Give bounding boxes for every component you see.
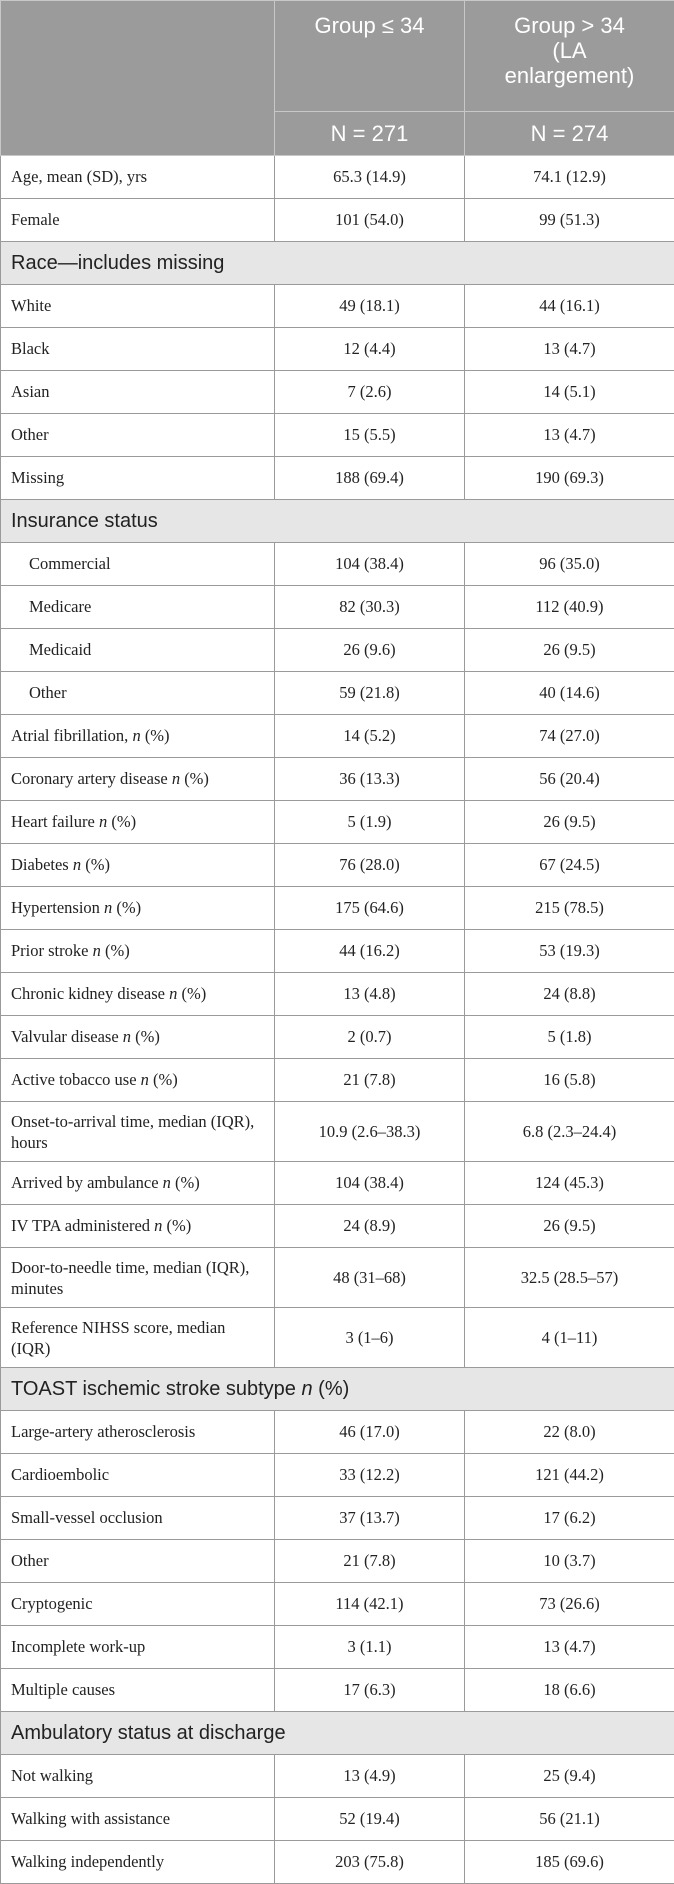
table-row bbox=[1, 414, 674, 457]
section-title bbox=[1, 1368, 674, 1411]
group-le34-value: 188 (69.4) bbox=[275, 457, 465, 500]
group-gt34-value: 190 (69.3) bbox=[465, 457, 674, 500]
group-le34-value: 114 (42.1) bbox=[275, 1583, 465, 1626]
label-text: Medicaid bbox=[29, 640, 91, 659]
section-title bbox=[1, 1712, 674, 1755]
label-n-italic: n bbox=[93, 941, 101, 960]
section-header-row bbox=[1, 242, 674, 285]
table-row bbox=[1, 844, 674, 887]
table-row bbox=[1, 1497, 674, 1540]
group-gt34-value: 96 (35.0) bbox=[465, 543, 674, 586]
table-row bbox=[1, 1248, 674, 1308]
group-gt34-value: 14 (5.1) bbox=[465, 371, 674, 414]
label-tail: (%) bbox=[149, 1070, 178, 1089]
row-label bbox=[1, 414, 275, 457]
table-row bbox=[1, 1798, 674, 1841]
label-text: Chronic kidney disease bbox=[11, 984, 169, 1003]
row-label bbox=[1, 758, 275, 801]
table-row bbox=[1, 371, 674, 414]
group-le34-value: 26 (9.6) bbox=[275, 629, 465, 672]
table-row bbox=[1, 930, 674, 973]
group-gt34-value: 6.8 (2.3–24.4) bbox=[465, 1102, 674, 1162]
label-tail: (%) bbox=[101, 941, 130, 960]
label-text: Age, mean (SD), yrs bbox=[11, 167, 147, 186]
label-text: Atrial fibrillation, bbox=[11, 726, 132, 745]
table-row bbox=[1, 1102, 674, 1162]
group-le34-value: 3 (1–6) bbox=[275, 1308, 465, 1368]
label-n-italic: n bbox=[123, 1027, 131, 1046]
label-text: Walking with assistance bbox=[11, 1809, 170, 1828]
label-n-italic: n bbox=[73, 855, 81, 874]
group-le34-value: 104 (38.4) bbox=[275, 1162, 465, 1205]
label-tail: (%) bbox=[180, 769, 209, 788]
group-le34-value: 46 (17.0) bbox=[275, 1411, 465, 1454]
section-header-row bbox=[1, 1712, 674, 1755]
table-row bbox=[1, 758, 674, 801]
row-label bbox=[1, 1308, 275, 1368]
row-label bbox=[1, 887, 275, 930]
table-row bbox=[1, 1626, 674, 1669]
label-text: Reference NIHSS score, median (IQR) bbox=[11, 1318, 225, 1358]
group-gt34-value: 17 (6.2) bbox=[465, 1497, 674, 1540]
label-tail: (%) bbox=[177, 984, 206, 1003]
group-le34-value: 24 (8.9) bbox=[275, 1205, 465, 1248]
label-tail: (%) bbox=[112, 898, 141, 917]
row-label bbox=[1, 715, 275, 758]
label-tail: (%) bbox=[162, 1216, 191, 1235]
section-header-row bbox=[1, 1368, 674, 1411]
section-title bbox=[1, 500, 674, 543]
group-gt34-value: 215 (78.5) bbox=[465, 887, 674, 930]
table-row bbox=[1, 629, 674, 672]
label-text: Walking independently bbox=[11, 1852, 164, 1871]
group-gt34-value: 5 (1.8) bbox=[465, 1016, 674, 1059]
label-text: White bbox=[11, 296, 51, 315]
label-n-italic: n bbox=[163, 1173, 171, 1192]
section-title bbox=[1, 242, 674, 285]
label-text: Arrived by ambulance bbox=[11, 1173, 163, 1192]
label-text: Other bbox=[11, 425, 49, 444]
section-header-row bbox=[1, 500, 674, 543]
table-row bbox=[1, 543, 674, 586]
label-text: Coronary artery disease bbox=[11, 769, 172, 788]
label-n-italic: n bbox=[301, 1378, 312, 1400]
table-row bbox=[1, 1016, 674, 1059]
label-n-italic: n bbox=[169, 984, 177, 1003]
group-le34-value: 5 (1.9) bbox=[275, 801, 465, 844]
label-text: Cardioembolic bbox=[11, 1465, 109, 1484]
group-le34-value: 13 (4.8) bbox=[275, 973, 465, 1016]
group-le34-value: 37 (13.7) bbox=[275, 1497, 465, 1540]
row-label bbox=[1, 1411, 275, 1454]
group-le34-value: 14 (5.2) bbox=[275, 715, 465, 758]
row-label bbox=[1, 543, 275, 586]
table-row bbox=[1, 1308, 674, 1368]
group-le34-value: 3 (1.1) bbox=[275, 1626, 465, 1669]
label-text: Asian bbox=[11, 382, 50, 401]
group-le34-n: N = 271 bbox=[275, 112, 465, 156]
row-label bbox=[1, 1583, 275, 1626]
label-text: TOAST ischemic stroke subtype bbox=[11, 1378, 301, 1400]
group-gt34-value: 24 (8.8) bbox=[465, 973, 674, 1016]
row-label bbox=[1, 801, 275, 844]
group-le34-value: 13 (4.9) bbox=[275, 1755, 465, 1798]
group-le34-value: 21 (7.8) bbox=[275, 1540, 465, 1583]
group-le34-value: 65.3 (14.9) bbox=[275, 156, 465, 199]
row-label bbox=[1, 328, 275, 371]
label-n-italic: n bbox=[154, 1216, 162, 1235]
row-label bbox=[1, 156, 275, 199]
group-gt34-value: 185 (69.6) bbox=[465, 1841, 674, 1884]
label-text: Other bbox=[29, 683, 67, 702]
table-row bbox=[1, 156, 674, 199]
table-row bbox=[1, 1669, 674, 1712]
group-gt34-value: 56 (20.4) bbox=[465, 758, 674, 801]
group-gt34-value: 16 (5.8) bbox=[465, 1059, 674, 1102]
row-label bbox=[1, 1248, 275, 1308]
label-text: Ambulatory status at discharge bbox=[11, 1722, 286, 1744]
label-text: Race—includes missing bbox=[11, 252, 224, 274]
label-text: Female bbox=[11, 210, 60, 229]
row-label bbox=[1, 1102, 275, 1162]
label-n-italic: n bbox=[141, 1070, 149, 1089]
group-gt34-line-2: (LA bbox=[552, 38, 586, 63]
group-gt34-value: 40 (14.6) bbox=[465, 672, 674, 715]
row-label bbox=[1, 1205, 275, 1248]
label-tail: (%) bbox=[313, 1378, 350, 1400]
group-gt34-value: 124 (45.3) bbox=[465, 1162, 674, 1205]
table-row bbox=[1, 973, 674, 1016]
group-le34-value: 12 (4.4) bbox=[275, 328, 465, 371]
group-gt34-value: 99 (51.3) bbox=[465, 199, 674, 242]
group-gt34-header bbox=[465, 1, 674, 112]
row-label bbox=[1, 457, 275, 500]
label-text: Hypertension bbox=[11, 898, 104, 917]
row-label bbox=[1, 1626, 275, 1669]
group-gt34-value: 26 (9.5) bbox=[465, 629, 674, 672]
row-label bbox=[1, 1755, 275, 1798]
table-row bbox=[1, 672, 674, 715]
group-gt34-value: 13 (4.7) bbox=[465, 414, 674, 457]
group-gt34-n: N = 274 bbox=[465, 112, 674, 156]
row-label bbox=[1, 1059, 275, 1102]
table-row bbox=[1, 457, 674, 500]
row-label bbox=[1, 1454, 275, 1497]
row-label bbox=[1, 844, 275, 887]
table-row bbox=[1, 1841, 674, 1884]
group-le34-value: 15 (5.5) bbox=[275, 414, 465, 457]
row-label bbox=[1, 285, 275, 328]
label-n-italic: n bbox=[99, 812, 107, 831]
table-row bbox=[1, 1454, 674, 1497]
row-label bbox=[1, 930, 275, 973]
group-gt34-value: 4 (1–11) bbox=[465, 1308, 674, 1368]
label-text: Large-artery atherosclerosis bbox=[11, 1422, 195, 1441]
row-label bbox=[1, 973, 275, 1016]
group-le34-value: 44 (16.2) bbox=[275, 930, 465, 973]
row-label bbox=[1, 371, 275, 414]
group-gt34-value: 44 (16.1) bbox=[465, 285, 674, 328]
group-le34-value: 7 (2.6) bbox=[275, 371, 465, 414]
group-le34-value: 59 (21.8) bbox=[275, 672, 465, 715]
group-gt34-value: 112 (40.9) bbox=[465, 586, 674, 629]
row-label bbox=[1, 586, 275, 629]
label-text: Not walking bbox=[11, 1766, 93, 1785]
label-text: Heart failure bbox=[11, 812, 99, 831]
group-le34-header: Group ≤ 34 bbox=[275, 1, 465, 112]
label-text: Insurance status bbox=[11, 510, 158, 532]
group-le34-value: 82 (30.3) bbox=[275, 586, 465, 629]
label-text: Valvular disease bbox=[11, 1027, 123, 1046]
label-text: Incomplete work-up bbox=[11, 1637, 145, 1656]
row-label bbox=[1, 1016, 275, 1059]
label-text: Diabetes bbox=[11, 855, 73, 874]
table-row bbox=[1, 1162, 674, 1205]
group-gt34-value: 18 (6.6) bbox=[465, 1669, 674, 1712]
label-tail: (%) bbox=[141, 726, 170, 745]
label-text: Active tobacco use bbox=[11, 1070, 141, 1089]
table-row bbox=[1, 199, 674, 242]
group-le34-value: 52 (19.4) bbox=[275, 1798, 465, 1841]
row-label bbox=[1, 1669, 275, 1712]
group-le34-value: 48 (31–68) bbox=[275, 1248, 465, 1308]
row-label bbox=[1, 672, 275, 715]
label-tail: (%) bbox=[171, 1173, 200, 1192]
group-le34-value: 17 (6.3) bbox=[275, 1669, 465, 1712]
group-gt34-value: 67 (24.5) bbox=[465, 844, 674, 887]
group-gt34-line-3: enlargement) bbox=[505, 63, 635, 88]
group-le34-value: 49 (18.1) bbox=[275, 285, 465, 328]
group-le34-value: 104 (38.4) bbox=[275, 543, 465, 586]
label-text: Door-to-needle time, median (IQR), minutes bbox=[11, 1258, 249, 1298]
row-label bbox=[1, 1798, 275, 1841]
table-row bbox=[1, 1059, 674, 1102]
label-n-italic: n bbox=[172, 769, 180, 788]
label-text: Small-vessel occlusion bbox=[11, 1508, 163, 1527]
label-text: Other bbox=[11, 1551, 49, 1570]
group-gt34-value: 73 (26.6) bbox=[465, 1583, 674, 1626]
group-gt34-value: 26 (9.5) bbox=[465, 801, 674, 844]
group-le34-value: 101 (54.0) bbox=[275, 199, 465, 242]
group-gt34-value: 13 (4.7) bbox=[465, 1626, 674, 1669]
label-text: Missing bbox=[11, 468, 64, 487]
table-row bbox=[1, 801, 674, 844]
row-label bbox=[1, 629, 275, 672]
group-gt34-value: 74 (27.0) bbox=[465, 715, 674, 758]
table-row bbox=[1, 1583, 674, 1626]
label-tail: (%) bbox=[131, 1027, 160, 1046]
row-label bbox=[1, 1841, 275, 1884]
label-n-italic: n bbox=[104, 898, 112, 917]
group-gt34-value: 22 (8.0) bbox=[465, 1411, 674, 1454]
row-label bbox=[1, 1497, 275, 1540]
table-row bbox=[1, 586, 674, 629]
row-label bbox=[1, 1162, 275, 1205]
row-label bbox=[1, 1540, 275, 1583]
table-row bbox=[1, 887, 674, 930]
group-gt34-value: 13 (4.7) bbox=[465, 328, 674, 371]
header-row bbox=[1, 1, 674, 112]
group-le34-value: 36 (13.3) bbox=[275, 758, 465, 801]
table-row bbox=[1, 1205, 674, 1248]
table-row bbox=[1, 1411, 674, 1454]
group-gt34-value: 53 (19.3) bbox=[465, 930, 674, 973]
table-body bbox=[1, 156, 674, 1884]
table-row bbox=[1, 715, 674, 758]
row-label bbox=[1, 199, 275, 242]
table-row bbox=[1, 1755, 674, 1798]
group-le34-value: 33 (12.2) bbox=[275, 1454, 465, 1497]
group-le34-value: 175 (64.6) bbox=[275, 887, 465, 930]
label-text: Commercial bbox=[29, 554, 111, 573]
label-text: Multiple causes bbox=[11, 1680, 115, 1699]
group-gt34-value: 74.1 (12.9) bbox=[465, 156, 674, 199]
group-le34-value: 21 (7.8) bbox=[275, 1059, 465, 1102]
group-gt34-value: 26 (9.5) bbox=[465, 1205, 674, 1248]
group-gt34-value: 32.5 (28.5–57) bbox=[465, 1248, 674, 1308]
group-le34-value: 76 (28.0) bbox=[275, 844, 465, 887]
group-le34-value: 203 (75.8) bbox=[275, 1841, 465, 1884]
group-gt34-value: 121 (44.2) bbox=[465, 1454, 674, 1497]
table-row bbox=[1, 1540, 674, 1583]
label-text: Prior stroke bbox=[11, 941, 93, 960]
label-text: Cryptogenic bbox=[11, 1594, 93, 1613]
group-gt34-value: 10 (3.7) bbox=[465, 1540, 674, 1583]
group-le34-value: 10.9 (2.6–38.3) bbox=[275, 1102, 465, 1162]
label-tail: (%) bbox=[81, 855, 110, 874]
label-n-italic: n bbox=[132, 726, 140, 745]
group-gt34-line-1: Group > 34 bbox=[514, 13, 625, 38]
group-le34-value: 2 (0.7) bbox=[275, 1016, 465, 1059]
label-text: IV TPA administered bbox=[11, 1216, 154, 1235]
label-text: Black bbox=[11, 339, 50, 358]
label-text: Medicare bbox=[29, 597, 91, 616]
table-row bbox=[1, 328, 674, 371]
group-gt34-value: 56 (21.1) bbox=[465, 1798, 674, 1841]
group-gt34-value: 25 (9.4) bbox=[465, 1755, 674, 1798]
label-text: Onset-to-arrival time, median (IQR), hours bbox=[11, 1112, 254, 1152]
label-tail: (%) bbox=[107, 812, 136, 831]
table-row bbox=[1, 285, 674, 328]
header-corner-cell bbox=[1, 1, 275, 156]
